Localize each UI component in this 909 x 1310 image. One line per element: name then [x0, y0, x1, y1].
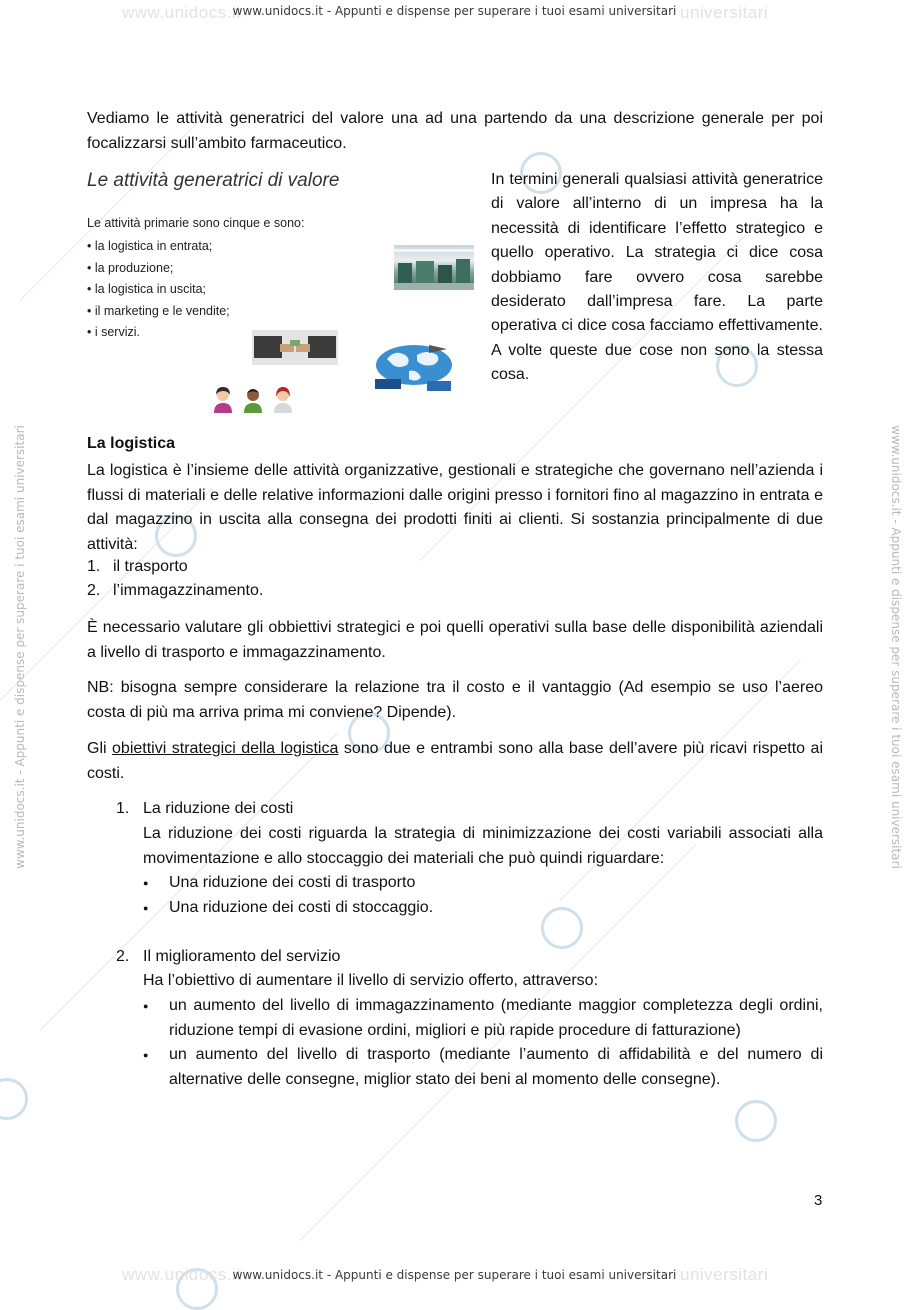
- world-logistics-image: [369, 337, 459, 399]
- person-icon: [212, 387, 234, 413]
- text-span: sono due e entrambi sono alla base dell’avere più ricavi rispetto ai costi.: [87, 740, 823, 782]
- primary-activities-list: [87, 236, 230, 344]
- list-item: ● un aumento del livello di immagazzinamento (mediante maggior completezza degli ordini, riduzione tempi di evasione ordini, migliori e più rapide procedure di fatturazione): [143, 994, 823, 1043]
- objective-title: [116, 797, 293, 821]
- text-span: Gli: [87, 740, 113, 757]
- intro-paragraph: Vediamo le attività generatrici del valore una ad una partendo da una descrizione generale per poi focalizzarsi sull’ambito farmaceutico.: [87, 110, 823, 152]
- person-icon: [242, 387, 264, 413]
- list-item: • la logistica in uscita;: [87, 279, 230, 301]
- person-icon: [272, 387, 294, 413]
- objective-bullets: [143, 871, 823, 920]
- watermark-side-left: www.unidocs.it - Appunti e dispense per superare i tuoi esami universitari: [13, 425, 27, 869]
- watermark-side-right: www.unidocs.it - Appunti e dispense per superare i tuoi esami universitari: [889, 425, 903, 869]
- watermark-footer: www.unidocs.it - Appunti e dispense per superare i tuoi esami universitari: [232, 1268, 677, 1282]
- objective-body: Ha l’obiettivo di aumentare il livello di servizio offerto, attraverso:: [143, 972, 599, 989]
- list-item: • la produzione;: [87, 258, 230, 280]
- watermark-ghost-left-bottom: www.unidocs.it: [122, 1265, 242, 1284]
- list-item: • la logistica in entrata;: [87, 236, 230, 258]
- page-number: 3: [814, 1192, 823, 1209]
- objective-title-text: La riduzione dei costi: [143, 800, 294, 817]
- paragraph-obiettivi: È necessario valutare gli obbiettivi strategici e poi quelli operativi sulla base delle disponibilità aziendali a livello di trasporto e immagazzinamento.: [87, 619, 823, 661]
- watermark-logo-icon: [735, 1100, 777, 1142]
- watermark-ghost-right: universitari: [680, 3, 769, 22]
- paragraph-obiettivi-strategici: [87, 737, 823, 786]
- list-item: [87, 579, 263, 603]
- list-item: ● Una riduzione dei costi di stoccaggio.: [143, 896, 823, 921]
- watermark-ghost-right-bottom: universitari: [680, 1265, 769, 1284]
- logistica-definition: La logistica è l’insieme delle attività organizzative, gestionali e strategiche che governano nell’azienda i flussi di materiali e delle relative informazioni dalle origini presso i fornitori fino al magazzino in entrata e dal magazzino in uscita alla consegna dei prodotti finiti ai clienti. Si sostanzia principalmente di due attività:: [87, 462, 823, 553]
- list-number: 1.: [87, 558, 101, 575]
- objective-bullets: [143, 994, 823, 1092]
- factory-image: [394, 245, 474, 290]
- list-item: • il marketing e le vendite;: [87, 301, 230, 323]
- underlined-term: obiettivi strategici della logistica: [112, 740, 339, 757]
- list-number: 1.: [116, 800, 130, 817]
- watermark-header: www.unidocs.it - Appunti e dispense per superare i tuoi esami universitari: [232, 4, 677, 18]
- list-text: l’immagazzinamento.: [113, 582, 264, 599]
- right-column-paragraph: In termini generali qualsiasi attività generatrice di valore all’interno di un impresa ha la necessità di identificare l’effetto strategico e quello operativo. La strategia ci dice cosa dobbiamo fare ovvero cosa sarebbe desiderato dall’impresa fare. La parte operativa ci dice cosa facciamo effettivamente. A volte queste due cose non sono la stessa cosa.: [491, 171, 823, 384]
- list-item: ● Una riduzione dei costi di trasporto: [143, 871, 823, 896]
- list-item: [87, 555, 188, 579]
- list-number: 2.: [87, 582, 101, 599]
- watermark-ghost-left: www.unidocs.it: [122, 3, 242, 22]
- list-text: il trasporto: [113, 558, 188, 575]
- section-title-logistica: La logistica: [87, 435, 176, 452]
- list-number: 2.: [116, 948, 130, 965]
- objective-body: La riduzione dei costi riguarda la strategia di minimizzazione dei costi variabili associati alla movimentazione e allo stoccaggio dei materiali che può quindi riguardare:: [143, 825, 823, 867]
- list-item: ● un aumento del livello di trasporto (mediante l’aumento di affidabilità e del numero di alternative delle consegne, miglior stato dei beni al momento delle consegne).: [143, 1043, 823, 1092]
- sales-image: [252, 330, 338, 365]
- objective-title: [116, 945, 340, 969]
- list-item: • i servizi.: [87, 322, 230, 344]
- figure-intro: Le attività primarie sono cinque e sono:: [87, 216, 305, 230]
- watermark-logo-icon: [0, 1078, 28, 1120]
- paragraph-nb: NB: bisogna sempre considerare la relazione tra il costo e il vantaggio (Ad esempio se uso l’aereo costa di più ma arriva prima mi conviene? Dipende).: [87, 679, 823, 721]
- figure-title: Le attività generatrici di valore: [87, 170, 340, 191]
- objective-title-text: Il miglioramento del servizio: [143, 948, 341, 965]
